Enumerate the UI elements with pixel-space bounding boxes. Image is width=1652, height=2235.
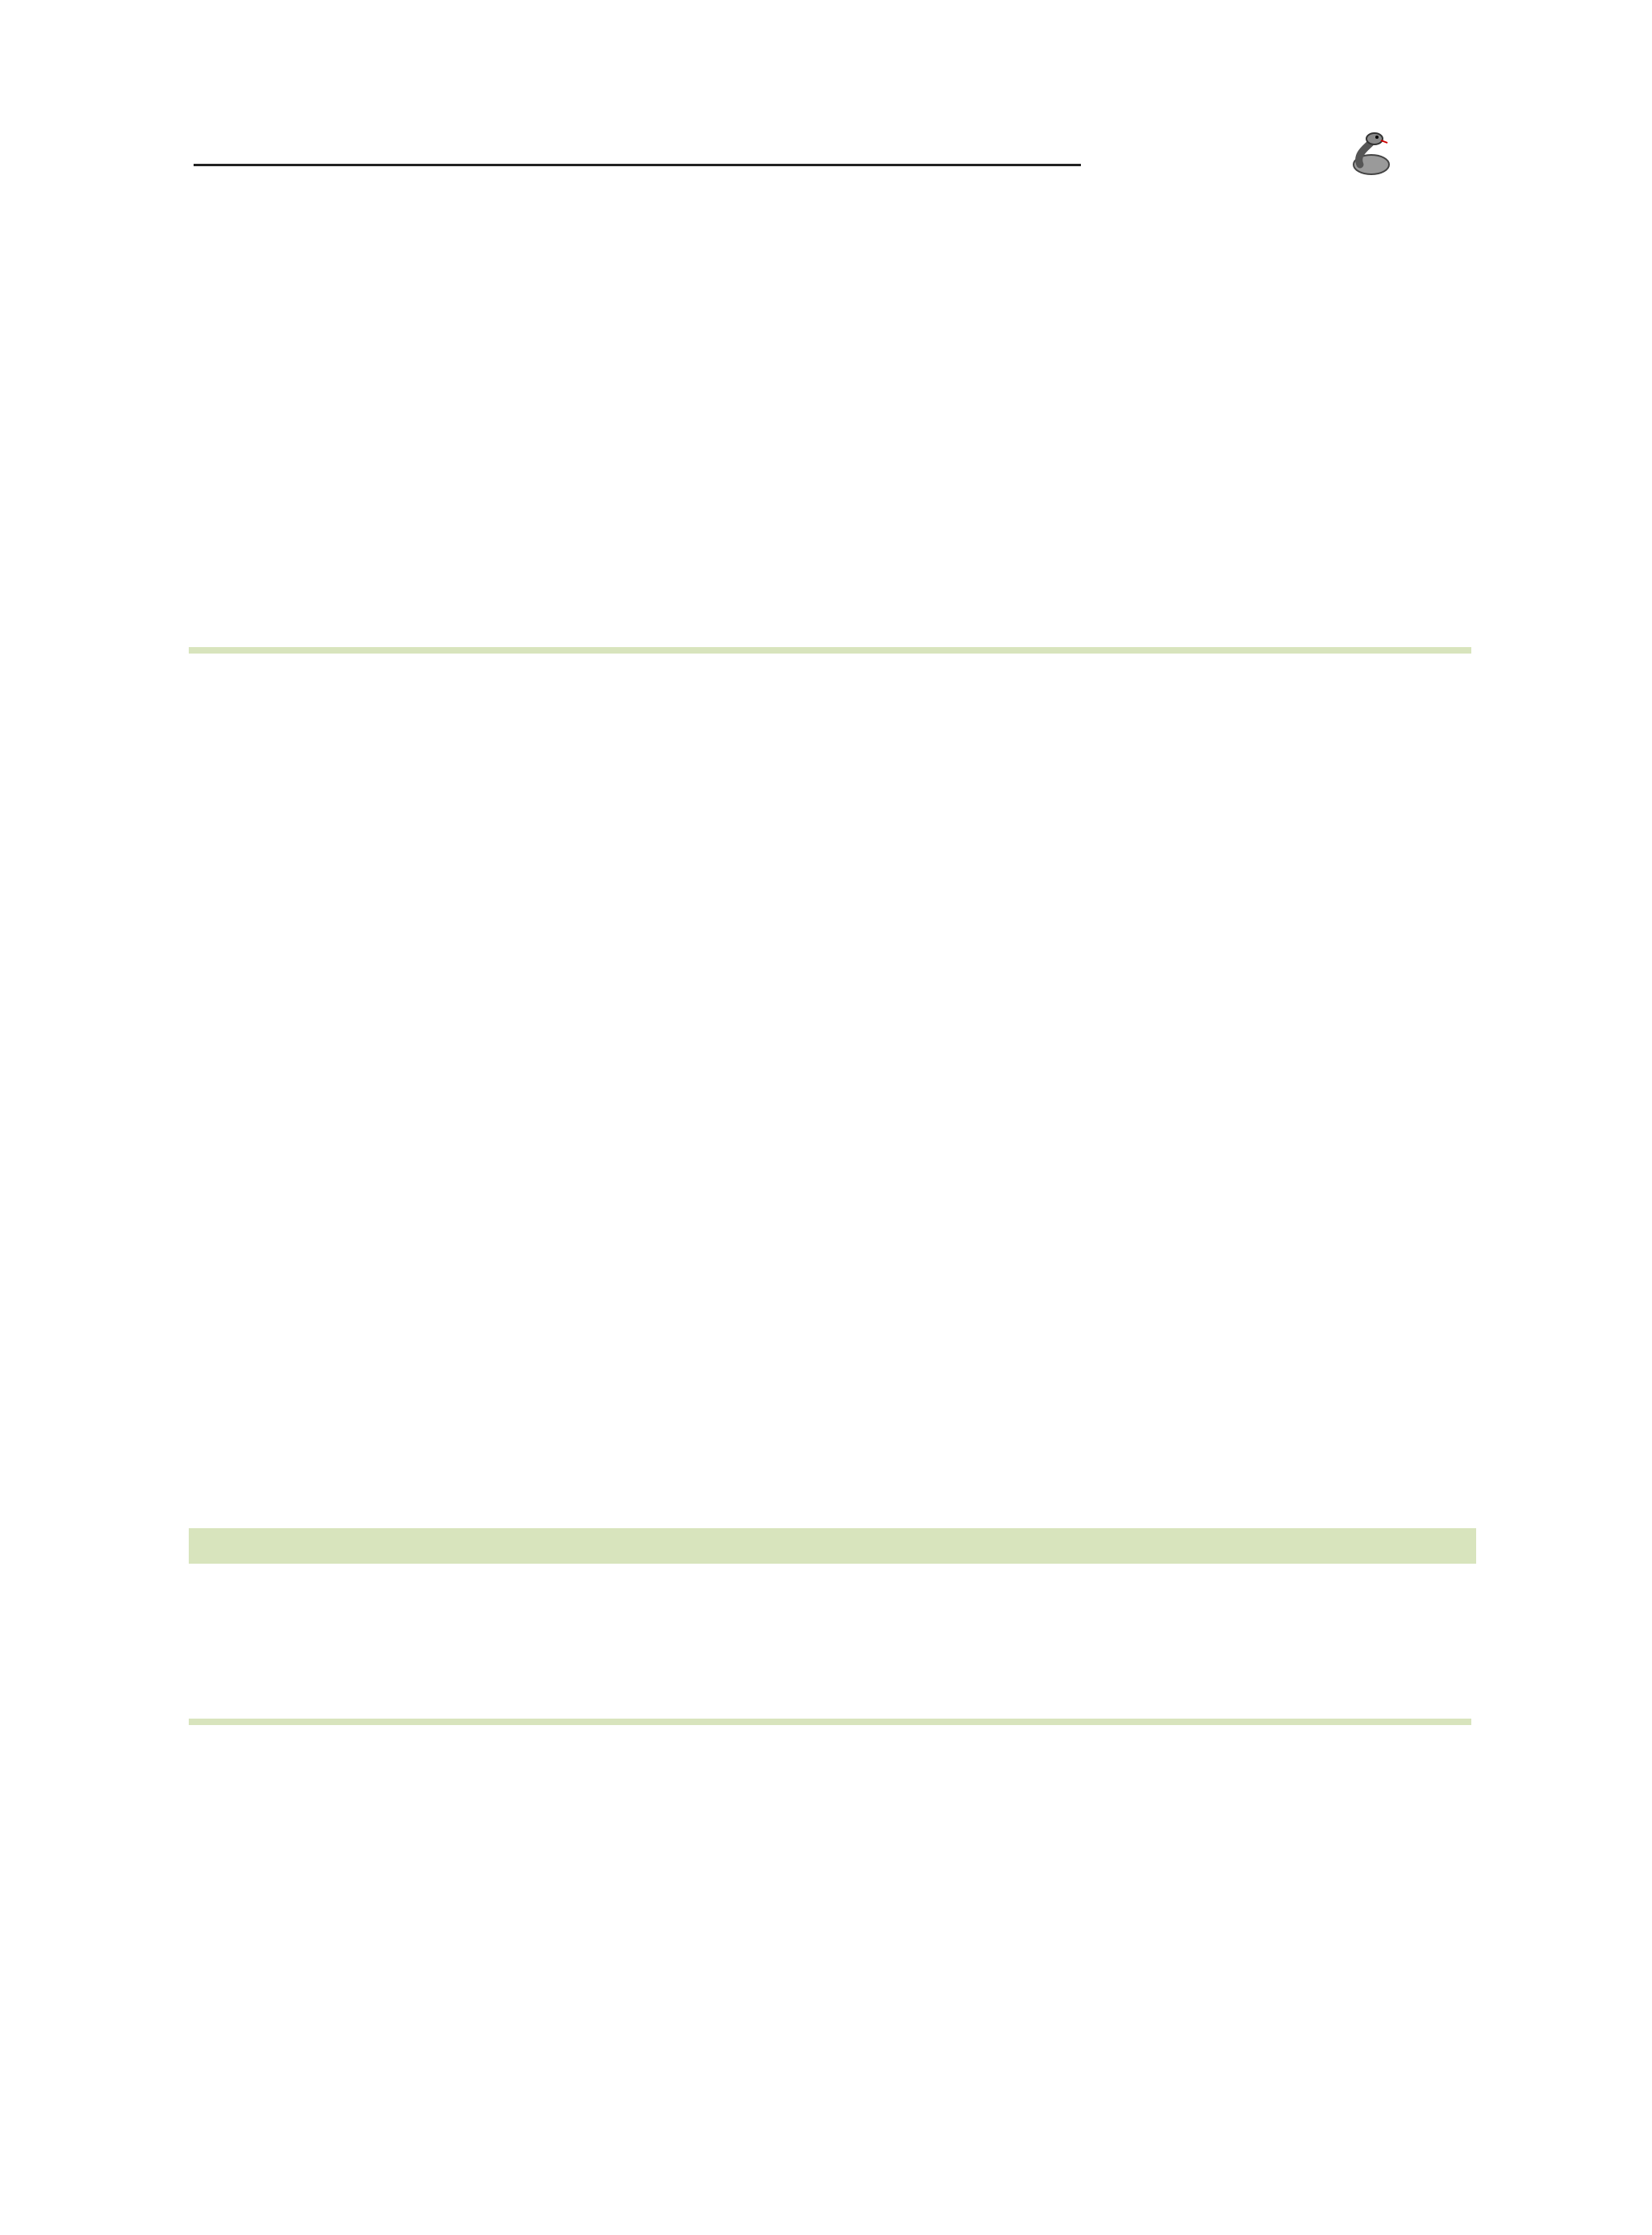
snake-logo-icon <box>1344 129 1395 181</box>
header-rule <box>194 164 1081 166</box>
page-header <box>194 121 1468 186</box>
output-block-natural-log <box>189 647 1471 654</box>
book-title <box>1323 129 1395 181</box>
output-block-log2 <box>189 1719 1471 1725</box>
code-print-statement <box>189 1528 1476 1564</box>
